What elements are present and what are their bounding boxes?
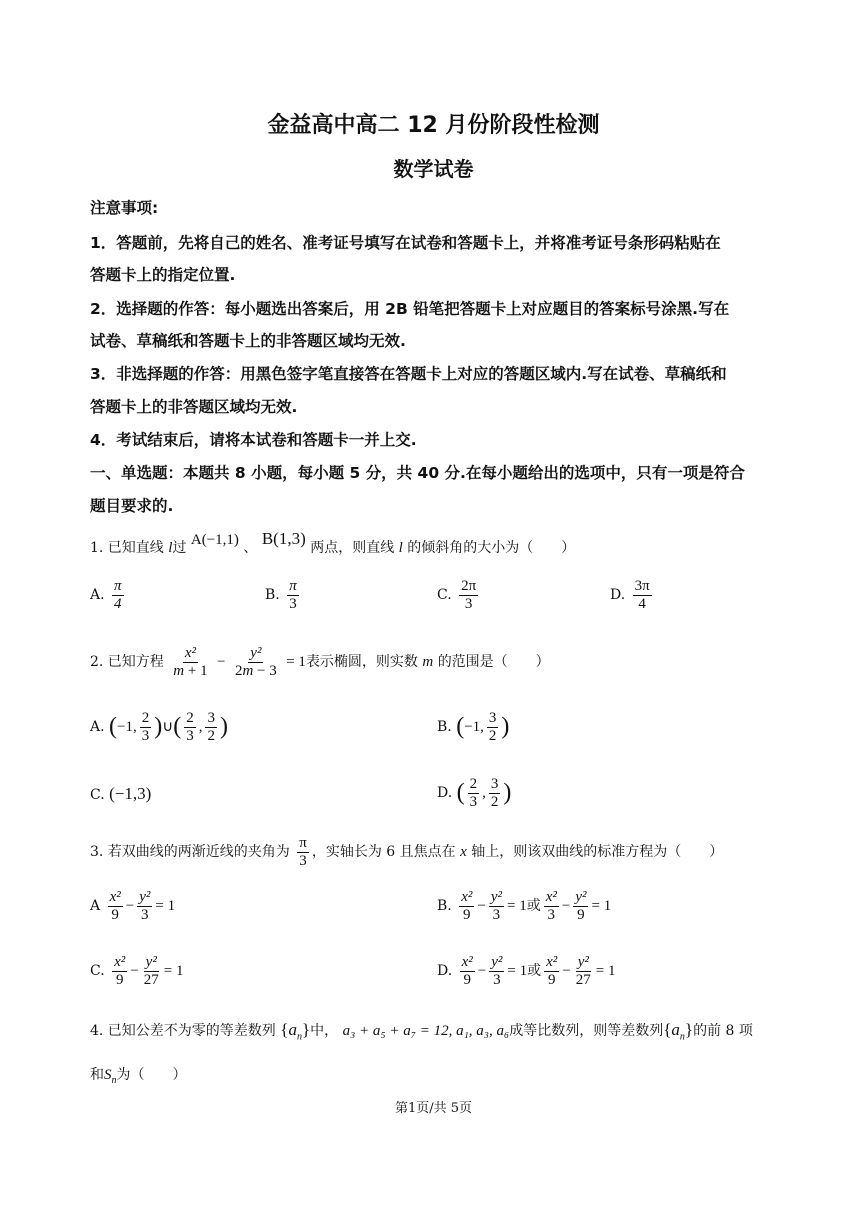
question-4: 4. 已知公差不为零的等差数列 $\{a_n\}$中， a₃ + a₅ + a₇ = 12, a₁, a₃, a₆成等比数列，则等差数列$\{a_n\}$的前 8 项 [90, 1020, 753, 1043]
q4-mid: 中， [310, 1023, 339, 1039]
q2-option-d[interactable]: D. ( $\frac{2}{3}$ , $\frac{3}{2}$ ) [437, 776, 512, 810]
q2-suffix: 表示椭圆，则实数 [305, 654, 418, 670]
q1-c-num: 2π [461, 578, 477, 594]
notice-line-3: 3．非选择题的作答：用黑色签字笔直接答在答题卡上对应的答题区域内.写在试卷、草稿纸和 [90, 365, 727, 383]
q1-var-l: l [168, 540, 173, 556]
q1-d-num: 3π [634, 578, 650, 594]
q1-b-den: 3 [289, 595, 297, 612]
q1-option-b[interactable] [265, 578, 302, 612]
q2-c-value: (−1,3) [109, 784, 152, 803]
q4-line-2b: 为（ ） [116, 1067, 187, 1083]
q1-suffix: 两点，则直线 [310, 540, 395, 556]
q3-d-or: 或 [527, 963, 542, 979]
q2-option-c-label: C. [90, 787, 105, 803]
q3-option-c-label: C. [90, 963, 105, 979]
q2-prefix: 2. 已知方程 [90, 654, 164, 670]
q3-option-a-label: A [90, 898, 101, 914]
q4-condition: a₃ + a₅ + a₇ = 12, a₁, a₃, a₆ [342, 1023, 510, 1039]
q3-option-d[interactable]: D. $\frac{\text{x²}}{9}$ − $\frac{\text{y²}}{3}$ = 1或 $\frac{\text{x²}}{9}$ − $\frac{\text{y²}}{27}$ = 1 [437, 954, 616, 988]
q2-option-a-label: A. [90, 719, 105, 735]
q4-mid-2: 成等比数列，则等差数列 [509, 1023, 664, 1039]
q1-d-den: 4 [638, 595, 646, 612]
q4-prefix: 4. 已知公差不为零的等差数列 [90, 1023, 276, 1039]
q1-option-d-frac [633, 578, 652, 612]
q3-var-x: x [460, 844, 467, 860]
q1-c-den: 3 [464, 595, 473, 612]
q3-suffix: 轴上，则该双曲线的标准方程为（ ） [471, 844, 724, 860]
question-3 [90, 835, 723, 869]
notice-line-2: 2．选择题的作答：每小题选出答案后，用 2B 铅笔把答题卡上对应题目的答案标号涂黑.写在 [90, 300, 730, 318]
q1-sep: 、 [243, 540, 258, 556]
q1-b-num: π [289, 578, 297, 594]
q1-pass: 过 [172, 540, 187, 556]
q1-a-num: π [114, 578, 122, 594]
q1-option-a[interactable] [90, 578, 127, 612]
q2-option-a[interactable]: A. (−1, $\frac{2}{3}$ )∪( $\frac{2}{3}$ , $\frac{3}{2}$ ) [90, 710, 228, 744]
q1-option-d-label: D. [610, 587, 626, 603]
q3-angle: $\frac{\pi}{3}$ [299, 835, 307, 869]
q1-option-a-frac [112, 578, 124, 612]
q1-option-a-label: A. [90, 587, 105, 603]
q3-b-or: 或 [526, 898, 541, 914]
q1-option-b-frac [287, 578, 299, 612]
q1-option-c[interactable] [437, 578, 481, 612]
q2-option-b-label: B. [437, 719, 452, 735]
q4-line-2a: 和 [90, 1067, 104, 1083]
q2-option-d-label: D. [437, 785, 453, 801]
q4-suffix: 的前 8 项 [693, 1023, 753, 1039]
q2-suffix-2: 的范围是（ ） [437, 654, 550, 670]
notice-heading: 注意事项: [90, 199, 159, 217]
q3-mid: ，实轴长为 6 且焦点在 [311, 844, 456, 860]
q3-option-b-label: B. [437, 898, 452, 914]
q3-prefix: 3. 若双曲线的两渐近线的夹角为 [90, 844, 290, 860]
q1-suffix-2: 的倾斜角的大小为（ ） [407, 540, 576, 556]
q1-prefix: 1. 已知直线 [90, 540, 164, 556]
q1-option-d[interactable] [610, 578, 655, 612]
q1-option-b-label: B. [265, 587, 280, 603]
q3-option-c[interactable]: C. $\frac{\text{x²}}{9}$ − $\frac{\text{y²}}{27}$ = 1 [90, 954, 184, 988]
question-4-line-2: 和$S_n$为（ ） [90, 1067, 187, 1086]
q1-option-c-frac [459, 578, 478, 612]
q2-option-c[interactable] [90, 784, 151, 804]
notice-line-2b: 试卷、草稿纸和答题卡上的非答题区域均无效. [90, 332, 406, 350]
notice-line-3b: 答题卡上的非答题区域均无效. [90, 398, 298, 416]
q2-var-m: m [422, 654, 434, 670]
exam-subtitle: 数学试卷 [393, 157, 474, 181]
notice-line-4: 4．考试结束后，请将本试卷和答题卡一并上交. [90, 431, 417, 449]
q3-option-b[interactable]: B. $\frac{\text{x²}}{9}$ − $\frac{\text{y²}}{3}$ = 1或 $\frac{\text{x²}}{3}$ − $\frac{\text{y²}}{9}$ = 1 [437, 889, 612, 923]
q1-var-l-2: l [398, 540, 403, 556]
q2-eq-tail: = 1 [286, 654, 306, 670]
q1-point-a: A(−1,1) [190, 532, 239, 548]
q1-point-b: B(1,3) [261, 529, 306, 548]
q1-option-c-label: C. [437, 587, 452, 603]
q3-option-d-label: D. [437, 963, 453, 979]
section-line-1: 一、单选题：本题共 8 小题，每小题 5 分，共 40 分.在每小题给出的选项中，只有一项是符合 [90, 464, 745, 482]
q2-option-b[interactable]: B. (−1, $\frac{3}{2}$ ) [437, 710, 510, 744]
section-line-2: 题目要求的. [90, 497, 174, 515]
notice-line-1b: 答题卡上的指定位置. [90, 266, 236, 284]
page-footer: 第1页/共 5页 [394, 1101, 473, 1116]
q2-frac-1: $\frac{\text{x²}}{m + 1}$ [173, 645, 208, 679]
exam-title: 金益高中高二 12 月份阶段性检测 [267, 113, 600, 138]
q3-option-a[interactable]: A $\frac{\text{x²}}{9}$ − $\frac{\text{y²}}{3}$ = 1 [90, 889, 176, 923]
q2-frac-2: $\frac{\text{y²}}{2m - 3}$ [234, 645, 277, 679]
question-2: 2. 已知方程 $\frac{\text{x²}}{m + 1}$ − $\frac{\text{y²}}{2m - 3}$ = 1表示椭圆，则实数 m 的范围是（ ） [90, 645, 550, 679]
notice-line-1: 1．答题前，先将自己的姓名、准考证号填写在试卷和答题卡上，并将准考证号条形码粘贴在 [90, 234, 721, 252]
q1-a-den: 4 [114, 595, 122, 612]
question-1 [90, 529, 576, 557]
